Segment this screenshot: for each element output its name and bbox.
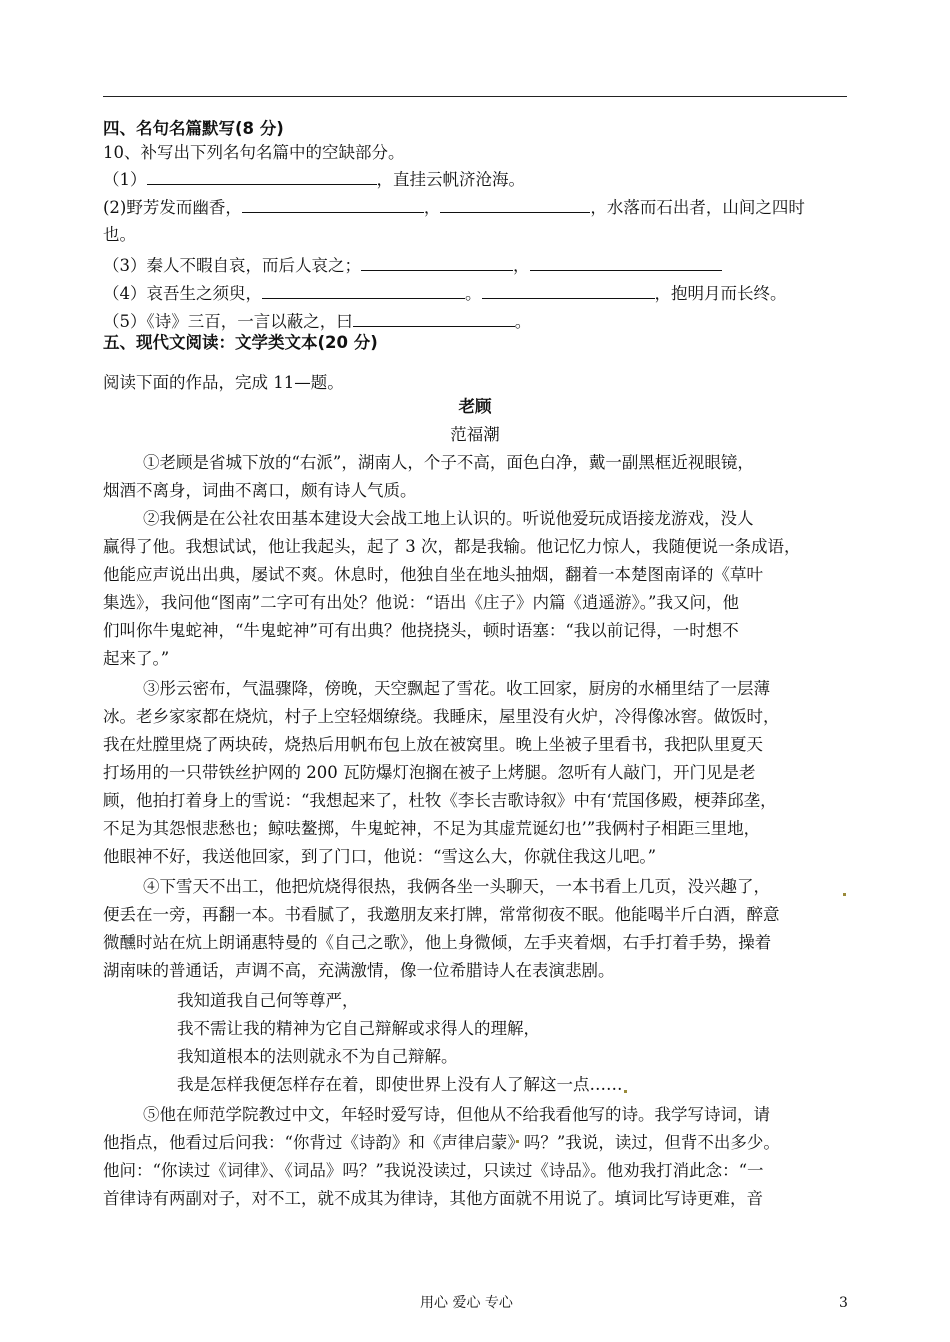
item1-text-b: ，直挂云帆济沧海。 (376, 170, 525, 189)
reading-instruction: 阅读下面的作品，完成 11—题。 (103, 373, 344, 392)
item4-text-b: 。 (465, 284, 482, 303)
poem-line: 我是怎样我便怎样存在着，即使世界上没有人了解这一点…… (177, 1075, 623, 1094)
artifact-dot (843, 893, 846, 896)
paragraph-line: 首律诗有两副对子，对不工，就不成其为律诗，其他方面就不用说了。填词比写诗更难，音 (103, 1189, 763, 1208)
paragraph-line: 顾，他拍打着身上的雪说：“我想起来了，杜牧《李长吉歌诗叙》中有‘荒国侈殿，梗莽邱垄， (103, 791, 777, 810)
paragraph-line: 冰。老乡家家都在烧炕，村子上空轻烟缭绕。我睡床，屋里没有火炉，冷得像冰窖。做饭时， (103, 707, 780, 726)
item2-text-b: ， (423, 198, 441, 217)
paragraph-line: 们叫你牛鬼蛇神，“牛鬼蛇神”可有出典？他挠挠头，顿时语塞：“我以前记得，一时想不 (103, 621, 739, 640)
blank-2-2[interactable] (440, 196, 590, 213)
fill-item-5 (103, 310, 531, 333)
item1-text-a: （1） (103, 170, 147, 189)
blank-3-2[interactable] (530, 254, 722, 271)
question-10: 10、补写出下列名句名篇中的空缺部分。 (103, 143, 405, 162)
blank-3-1[interactable] (361, 254, 513, 271)
poem-line: 我不需让我的精神为它自己辩解或求得人的理解， (177, 1019, 540, 1038)
blank-1-1[interactable] (147, 168, 377, 185)
fill-item-1 (103, 168, 525, 191)
paragraph-line: 他指点，他看过后问我：“你背过《诗韵》和《声律启蒙》吗？”我说，读过，但背不出多少。 (103, 1133, 780, 1152)
paragraph-line: 烟酒不离身，词曲不离口，颇有诗人气质。 (103, 481, 417, 500)
paragraph-line: 我在灶膛里烧了两块砖，烧热后用帆布包上放在被窝里。晚上坐被子里看书，我把队里夏天 (103, 735, 763, 754)
paragraph-line: 微醺时站在炕上朗诵惠特曼的《自己之歌》，他上身微倾，左手夹着烟，右手打着手势，操着 (103, 933, 772, 952)
article-title: 老顾 (458, 397, 492, 416)
paragraph-line: 他能应声说出出典，屡试不爽。休息时，他独自坐在地头抽烟，翻着一本楚图南译的《草叶 (103, 565, 763, 584)
paragraph-line: ⑤他在师范学院教过中文，年轻时爱写诗，但他从不给我看他写的诗。我学写诗词，请 (143, 1105, 770, 1124)
poem-line: 我知道根本的法则就永不为自己辩解。 (177, 1047, 458, 1066)
article-author: 范福潮 (450, 425, 500, 444)
section5-heading: 五、现代文阅读：文学类文本(20 分) (103, 333, 378, 352)
paragraph-line: 集选》，我问他“图南”二字可有出处？他说：“语出《庄子》内篇《逍遥游》。”我又问，他 (103, 593, 739, 612)
paragraph-line: 湖南味的普通话，声调不高，充满激情，像一位希腊诗人在表演悲剧。 (103, 961, 615, 980)
blank-2-1[interactable] (242, 196, 424, 213)
fill-item-3 (103, 254, 722, 277)
paragraph-line: 便丢在一旁，再翻一本。书看腻了，我邀朋友来打牌，常常彻夜不眠。他能喝半斤白酒，醉意 (103, 905, 780, 924)
artifact-dot (624, 1090, 627, 1093)
paragraph-line: 赢得了他。我想试试，他让我起头，起了 3 次，都是我输。他记忆力惊人，我随便说一条成语， (103, 537, 801, 556)
paragraph-line: ③彤云密布，气温骤降，傍晚，天空飘起了雪花。收工回家，厨房的水桶里结了一层薄 (143, 679, 770, 698)
item3-text-b: ， (513, 256, 530, 275)
item2-cont: 也。 (103, 225, 136, 244)
item2-text-c: ，水落而石出者，山间之四时 (590, 198, 805, 217)
paragraph-line: 他问：“你读过《词律》、《词品》吗？”我说没读过，只读过《诗品》。他劝我打消此念：“一 (103, 1161, 764, 1180)
item3-text-a: （3）秦人不暇自哀，而后人哀之； (103, 256, 361, 275)
paragraph-line: 不足为其怨恨悲愁也；鲸呿鳌掷，牛鬼蛇神，不足为其虚荒诞幻也’”我俩村子相距三里地， (103, 819, 761, 838)
paragraph-line: ②我俩是在公社农田基本建设大会战工地上认识的。听说他爱玩成语接龙游戏，没人 (143, 509, 754, 528)
item5-text-a: （5）《诗》三百，一言以蔽之，曰 (103, 312, 353, 331)
item4-text-a: （4）哀吾生之须臾， (103, 284, 262, 303)
item4-text-c: ，抱明月而长终。 (654, 284, 787, 303)
fill-item-2 (103, 196, 805, 219)
paragraph-line: ①老顾是省城下放的“右派”，湖南人，个子不高，面色白净，戴一副黑框近视眼镜， (143, 453, 754, 472)
paragraph-line: 起来了。” (103, 649, 170, 668)
section4-heading: 四、名句名篇默写(8 分) (103, 119, 284, 138)
blank-4-1[interactable] (262, 282, 465, 299)
blank-4-2[interactable] (482, 282, 655, 299)
item2-text-a: (2)野芳发而幽香， (103, 198, 242, 217)
paragraph-line: ④下雪天不出工，他把炕烧得很热，我俩各坐一头聊天，一本书看上几页，没兴趣了， (143, 877, 770, 896)
footer-motto: 用心 爱心 专心 (420, 1295, 513, 1311)
poem-line: 我知道我自己何等尊严， (177, 991, 359, 1010)
page-number: 3 (839, 1295, 848, 1311)
blank-5-1[interactable] (353, 310, 515, 327)
fill-item-4 (103, 282, 787, 305)
paragraph-line: 他眼神不好，我送他回家，到了门口，他说：“雪这么大，你就住我这儿吧。” (103, 847, 657, 866)
header-rule (103, 96, 847, 97)
item5-text-b: 。 (514, 312, 532, 331)
paragraph-line: 打场用的一只带铁丝护网的 200 瓦防爆灯泡搁在被子上烤腿。忽听有人敲门，开门见是老 (103, 763, 756, 782)
